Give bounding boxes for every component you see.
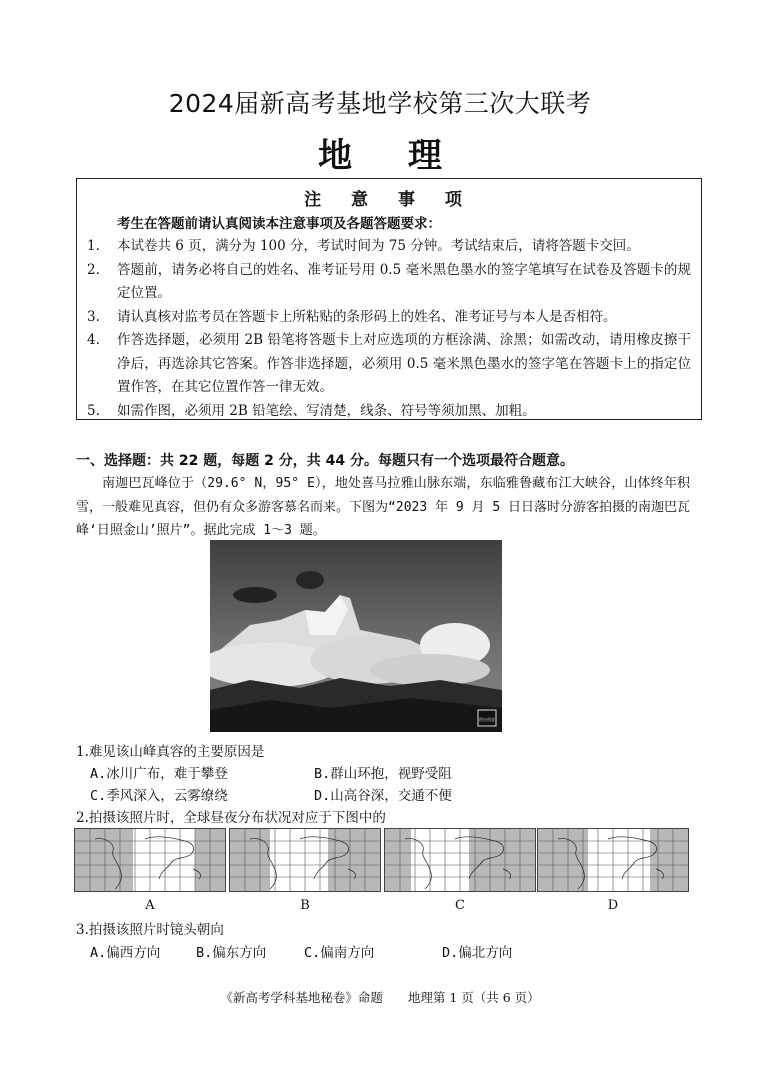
- notice-item: [87, 259, 691, 306]
- subject-title: 地 理: [318, 136, 464, 176]
- q3-option-a: A.偏西方向: [90, 945, 161, 961]
- notice-item: [87, 306, 691, 330]
- notice-item: [87, 329, 691, 400]
- question-passage: 南迦巴瓦峰位于（29.6° N，95° E），地处喜马拉雅山脉东端，东临雅鲁藏布江大峡谷，山体终年积雪，一般难见真容，但仍有众多游客慕名而来。下图为“2023 年 9 月 5 日日落时分游客拍摄的南迦巴瓦峰‘日照金山’照片”。据此完成 1～3 题。: [76, 476, 690, 538]
- notice-item-text: 如需作图，必须用 2B 铅笔绘、写清楚，线条、符号等须加黑、加粗。: [117, 402, 536, 419]
- q3-option-d: D.偏北方向: [442, 945, 513, 961]
- notice-list: [87, 235, 691, 423]
- map-label-b: B: [300, 898, 310, 913]
- mountain-photo: [210, 540, 502, 732]
- map-c-graphic: [385, 829, 535, 891]
- q1-option-c: C.季风深入，云雾缭绕: [90, 788, 228, 804]
- map-a-graphic: [75, 829, 225, 891]
- map-b-graphic: [230, 829, 380, 891]
- notice-item-number: 5.: [87, 402, 100, 419]
- q3-option-b: B.偏东方向: [196, 945, 267, 961]
- watermark-text: 图虫创意: [479, 717, 495, 722]
- day-night-map-c: [384, 828, 536, 892]
- mountain-photo-graphic: [210, 540, 502, 732]
- notice-item-number: 3.: [87, 308, 100, 325]
- notice-box: [76, 178, 702, 420]
- notice-item-number: 2.: [87, 261, 100, 278]
- q1-option-a: A.冰川广布，难于攀登: [90, 766, 228, 782]
- notice-intro: 考生在答题前请认真阅读本注意事项及各题答题要求：: [117, 216, 441, 232]
- day-night-map-d: [537, 828, 689, 892]
- notice-item-text: 作答选择题，必须用 2B 铅笔将答题卡上对应选项的方框涂满、涂黑；如需改动，请用橡皮擦干净后，再选涂其它答案。作答非选择题，必须用 0.5 毫米黑色墨水的签字笔在答题卡上的指定位置作答，在其它位置作答一律无效。: [117, 332, 691, 395]
- notice-item-number: 4.: [87, 332, 100, 348]
- notice-item: [87, 235, 691, 259]
- day-night-map-a: [74, 828, 226, 892]
- notice-item-text: 答题前，请务必将自己的姓名、准考证号用 0.5 毫米黑色墨水的签字笔填写在试卷及答题卡的规定位置。: [117, 261, 691, 301]
- q1-option-d: D.山高谷深，交通不便: [314, 788, 452, 804]
- notice-item-text: 请认真核对监考员在答题卡上所粘贴的条形码上的姓名、准考证号与本人是否相符。: [117, 308, 617, 325]
- notice-item-number: 1.: [87, 238, 100, 254]
- map-label-c: C: [455, 898, 465, 913]
- exam-title: 2024届新高考基地学校第三次大联考: [168, 89, 592, 118]
- map-d-graphic: [538, 829, 688, 891]
- map-label-a: A: [145, 898, 155, 913]
- notice-heading: 注 意 事 项: [304, 190, 474, 210]
- q3-option-c: C.偏南方向: [304, 945, 375, 961]
- notice-item: [87, 400, 691, 424]
- map-label-d: D: [607, 898, 619, 913]
- notice-item-text: 本试卷共 6 页，满分为 100 分，考试时间为 75 分钟。考试结束后，请将答题卡交回。: [117, 238, 640, 254]
- day-night-map-b: [229, 828, 381, 892]
- question-2-stem: 2.拍摄该照片时，全球昼夜分布状况对应于下图中的: [76, 810, 386, 826]
- q1-option-b: B.群山环抱，视野受阻: [314, 766, 452, 782]
- page-footer: 《新高考学科基地秘卷》命题 地理第 1 页（共 6 页）: [220, 990, 540, 1005]
- section-heading: 一、选择题：共 22 题，每题 2 分，共 44 分。每题只有一个选项最符合题意。: [76, 453, 574, 469]
- question-1-stem: 1.难见该山峰真容的主要原因是: [76, 744, 265, 760]
- question-3-stem: 3.拍摄该照片时镜头朝向: [76, 922, 224, 938]
